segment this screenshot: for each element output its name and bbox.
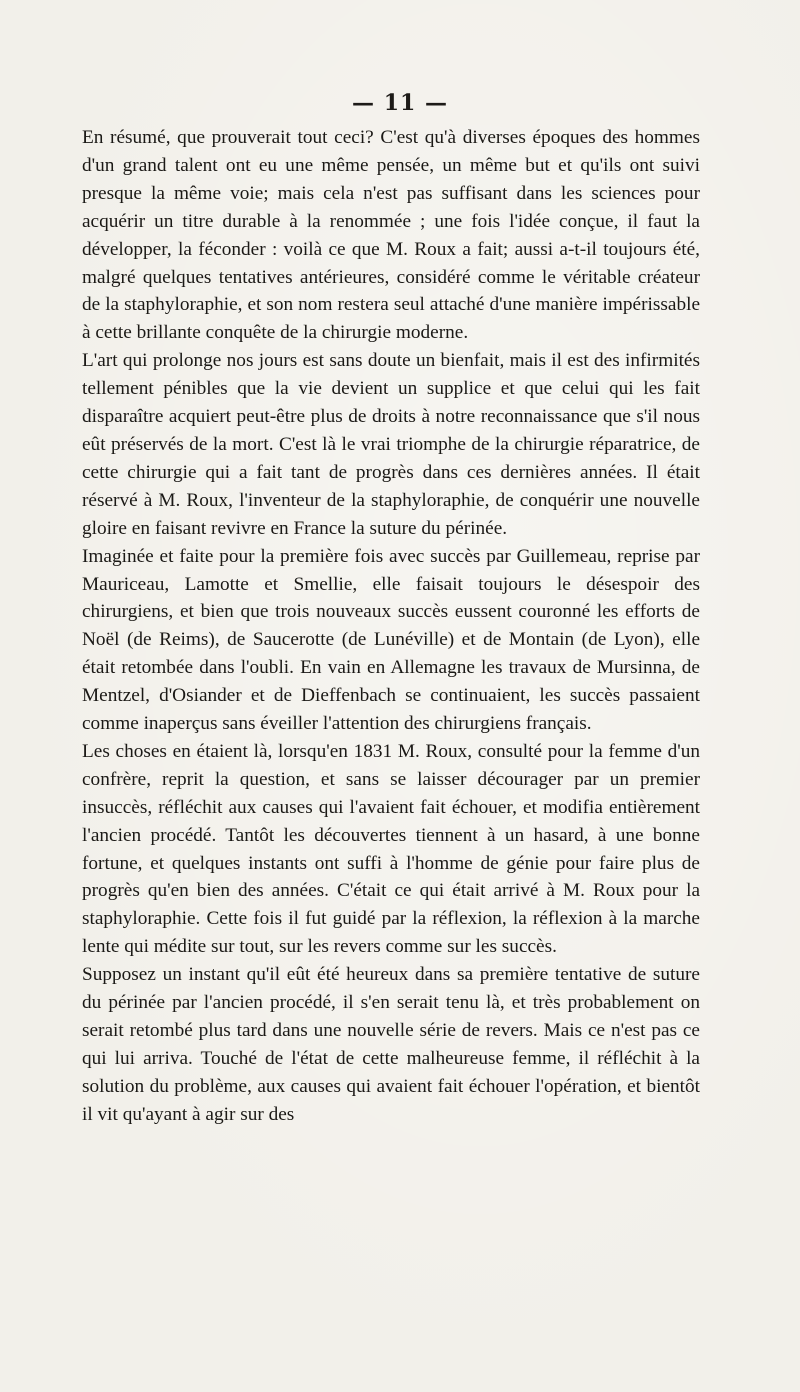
body-text (82, 124, 700, 1129)
paragraph: En résumé, que prouverait tout ceci? C'est qu'à diverses époques des hommes d'un grand talent ont eu une même pensée, un même but et qu'ils ont suivi presque la même voie; mais cela n'est pas suffisant dans les sciences pour acquérir un titre durable à la renommée ; une fois l'idée conçue, il faut la développer, la féconder : voilà ce que M. Roux a fait; aussi a-t-il toujours été, malgré quelques tentatives antérieures, considéré comme le véritable créateur de la staphyloraphie, et son nom restera seul attaché d'une manière impérissable à cette brillante conquête de la chirurgie moderne. (82, 127, 700, 344)
paragraph: Supposez un instant qu'il eût été heureux dans sa première tentative de suture du périnée par l'ancien procédé, il s'en serait tenu là, et très probablement on serait retombé plus tard dans une nouvelle série de revers. Mais ce n'est pas ce qui lui arriva. Touché de l'état de cette malheureuse femme, il réfléchit à la solution du problème, aux causes qui avaient fait échouer l'opération, et bientôt il vit qu'ayant à agir sur des (82, 964, 700, 1125)
paragraph: Les choses en étaient là, lorsqu'en 1831 M. Roux, consulté pour la femme d'un confrère, reprit la question, et sans se laisser décourager par un premier insuccès, réfléchit aux causes qui l'avaient fait échouer, et modifia entièrement l'ancien procédé. Tantôt les découvertes tiennent à un hasard, à une bonne fortune, et quelques instants ont suffi à l'homme de génie pour faire plus de progrès qu'en bien des années. C'était ce qui était arrivé à M. Roux pour la staphyloraphie. Cette fois il fut guidé par la réflexion, la réflexion à la marche lente qui médite sur tout, sur les revers comme sur les succès. (82, 740, 700, 958)
paragraph: Imaginée et faite pour la première fois avec succès par Guillemeau, reprise par Mauriceau, Lamotte et Smellie, elle faisait toujours le désespoir des chirurgiens, et bien que trois nouveaux succès eussent couronné les efforts de Noël (de Reims), de Saucerotte (de Lunéville) et de Montain (de Lyon), elle était retombée dans l'oubli. En vain en Allemagne les travaux de Mursinna, de Mentzel, d'Osiander et de Dieffenbach se continuaient, les succès passaient comme inaperçus sans éveiller l'attention des chirurgiens français. (82, 545, 700, 735)
paragraph: L'art qui prolonge nos jours est sans doute un bienfait, mais il est des infirmités tellement pénibles que la vie devient un supplice et que celui qui les fait disparaître acquiert peut-être plus de droits à notre reconnaissance que s'il nous eût préservés de la mort. C'est là le vrai triomphe de la chirurgie réparatrice, de cette chirurgie qui a fait tant de progrès dans ces dernières années. Il était réservé à M. Roux, l'inventeur de la staphyloraphie, de conquérir une nouvelle gloire en faisant revivre en France la suture du périnée. (82, 350, 700, 539)
page-number: — 11 — (352, 90, 448, 116)
